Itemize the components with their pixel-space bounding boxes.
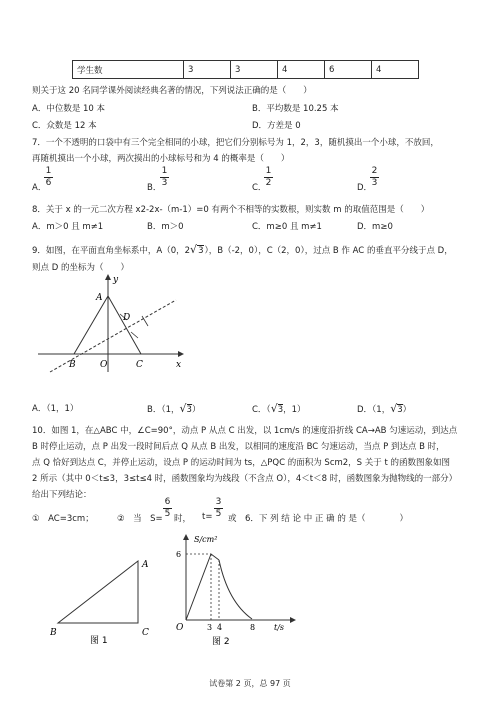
q7-fraction-a: 1 6 [45,166,52,188]
q10-conclusion-1: ① AC=3cm； [32,514,94,524]
q10-figure-2 [174,532,298,650]
q7-option-d: D． [357,183,373,193]
fig2-tick-3: 3 [207,623,213,632]
q6-option-c: C．众数是 12 本 [32,121,97,131]
fig-origin: O [100,360,108,370]
fig2-tick-6: 6 [176,550,182,559]
fig2-tick-4: 4 [217,623,223,632]
q10-conclusion-2a: ② 当 S= [117,514,163,524]
fig2-caption: 图 2 [212,637,230,647]
fig-point-a: A [96,293,103,303]
table-cell: 6 [325,61,372,79]
fig2-tick-8: 8 [250,623,256,632]
q7-option-c: C． [252,183,267,193]
q9-line2: 则点 D 的坐标为（ ） [32,263,129,273]
q9-coordinate-figure [28,272,198,382]
fig1-point-c: C [142,628,149,638]
q8-option-c: C．m≥0 且 m≠1 [252,222,322,232]
q7-fraction-c: 1 2 [265,166,272,188]
fig-point-c: C [136,360,143,370]
page-footer: 试卷第 2 页，总 97 页 [209,679,291,688]
q10-conclusion-2b: 时， [174,514,192,524]
fig1-caption: 图 1 [90,636,108,646]
q9-option-d: D．（1，√3） [357,402,412,415]
q10-figure-1 [50,555,160,650]
table-row [73,61,419,79]
fig-y-label: y [113,275,119,285]
q6-stem: 则关于这 20 名同学课外阅读经典名著的情况，下列说法正确的是（ ） [32,86,312,96]
q7-option-b: B． [147,183,162,193]
q10-line3: 点 Q 恰好到达点 C，并停止运动，设点 P 的运动时间为 ts，△PQC 的面积为 Scm2，S 关于 t 的函数图象如图 [32,458,451,468]
q6-option-b: B．平均数是 10.25 本 [252,104,339,114]
fig2-x-label: t/s [274,623,285,632]
fig1-point-a: A [142,560,149,570]
q7-option-a: A． [32,183,47,193]
q10-line2: B 时停止运动，点 P 出发一段时间后点 Q 从点 B 出发，以相同的速度沿 BC 匀速运动，当点 P 到达点 B 时， [32,442,445,452]
q10-conclusion-2d: 或 6．下 列 结 论 中 正 确 的 是（ ） [228,514,409,524]
q10-line1: 10．如图 1，在△ABC 中，∠C=90°，动点 P 从点 C 出发，以 1cm/s 的速度沿折线 CA→AB 匀速运动，到达点 [32,426,458,436]
fig2-origin: O [176,623,184,633]
table-cell: 4 [372,61,419,79]
q10-fraction-t: 3 5 [215,497,222,519]
q9-line1: 9．如图，在平面直角坐标系中，A（0，2√3），B（-2，0），C（2，0），过点 B 作 AC 的垂直平分线于点 D， [32,243,453,256]
q7-fraction-d: 2 3 [371,166,378,188]
q10-fraction-s: 6 5 [164,497,171,519]
q7-line2: 再随机摸出一个小球，两次摸出的小球标号和为 4 的概率是（ ） [32,154,290,164]
fig-x-label: x [176,360,182,370]
fig1-point-b: B [50,628,57,638]
q7-line1: 7．一个不透明的口袋中有三个完全相同的小球，把它们分别标号为 1，2，3，随机摸出一个小球，不放回， [32,138,439,148]
table-cell: 3 [184,61,231,79]
fig2-y-label: S/cm² [194,535,218,544]
data-table [72,60,419,79]
table-cell: 4 [278,61,325,79]
q7-fraction-b: 1 3 [161,166,168,188]
q8-option-d: D．m≥0 [357,222,393,232]
q6-option-a: A．中位数是 10 本 [32,104,106,114]
table-header-cell: 学生数 [73,61,184,79]
q8-stem: 8．关于 x 的一元二次方程 x2-2x-（m-1）=0 有两个不相等的实数根，则实数 m 的取值范围是（ ） [32,205,430,215]
fig-point-d: D [123,313,131,323]
fig-point-b: B [69,360,76,370]
table-cell: 3 [231,61,278,79]
q9-option-c: C．（√3，1） [252,402,306,415]
q10-line4: 2 所示（其中 0＜t≤3，3≤t≤4 时，函数图象均为线段（不含点 O），4＜t＜8 时，函数图象为抛物线的一部分） [32,474,458,484]
q9-option-b: B．（1，√3） [147,402,201,415]
q6-option-d: D．方差是 0 [252,121,301,131]
q9-option-a: A．（1，1） [32,404,79,414]
q10-line5: 给出下列结论： [32,490,92,500]
q8-option-a: A．m＞0 且 m≠1 [32,222,104,232]
q10-conclusion-2c: t= [202,512,213,522]
q8-option-b: B．m＞0 [147,222,184,232]
